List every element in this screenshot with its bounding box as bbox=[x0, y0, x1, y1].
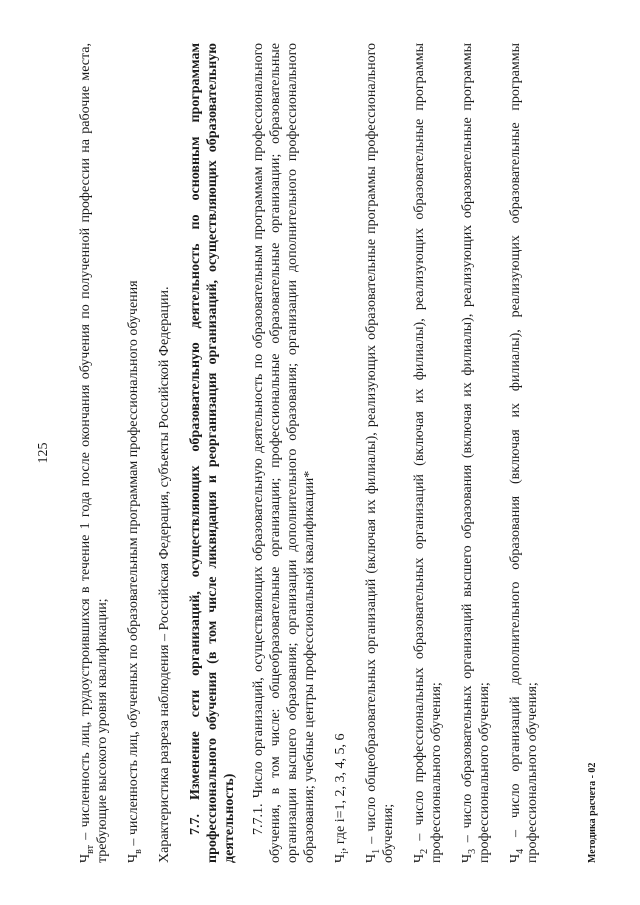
section-title: 7.7. Изменение сети организаций, осуществляющих образовательную деятельность по основным программам профессионального обучения (в том числе ликвидация и реорганизация организаций, осуществляющих образовательную деятельность) bbox=[188, 42, 237, 863]
variable-subscript: 2 bbox=[418, 848, 430, 854]
paragraph-text: – число образовательных организаций высшего образования (включая их филиалы), реализующих образовательные программы профессионального обучения; bbox=[460, 42, 492, 863]
rotated-document-page bbox=[35, 23, 605, 883]
paragraph-text: , где i=1, 2, 3, 4, 5, 6 bbox=[333, 732, 348, 851]
paragraph-text: – численность лиц, трудоустроившихся в течение 1 года после окончания обучения по полученной профессии на рабочие места, требующие высокого уровня квалификации; bbox=[78, 42, 110, 863]
paragraph-employed-definition bbox=[77, 43, 111, 863]
variable-symbol: Ч bbox=[364, 853, 379, 863]
page-number: 125 bbox=[36, 442, 51, 463]
variable-symbol: Ч bbox=[460, 853, 475, 863]
paragraph-definition-2 bbox=[411, 43, 445, 863]
paragraph-observation-section bbox=[156, 43, 173, 863]
paragraph-text: Характеристика разреза наблюдения – Российская Федерация, субъекты Российской Федерации. bbox=[157, 285, 172, 863]
variable-symbol: Ч bbox=[333, 853, 348, 863]
paragraph-indicator-description: 7.7.1. Число организаций, осуществляющих образовательную деятельность по образовательным программам профессионального обучения, в том числе: общеобразовательные организации; профессиональные образовательные организации; образовательные организации высшего образования; организации дополнительного образования; организации дополнительного профессионального образования; учебные центры профессиональной квалификации* bbox=[251, 42, 317, 863]
variable-subscript: вт bbox=[84, 844, 96, 854]
paragraph-text: – численность лиц, обученных по образовательным программам профессионального обучения bbox=[126, 279, 141, 849]
variable-subscript: 3 bbox=[466, 848, 478, 854]
paragraph-text: – число профессиональных образовательных организаций (включая их филиалы), реализующих образовательные программы профессионального обучения; bbox=[412, 42, 444, 863]
paragraph-definition-4 bbox=[507, 43, 541, 863]
variable-symbol: Ч bbox=[508, 853, 523, 863]
variable-subscript: i bbox=[339, 850, 351, 854]
footer-note: Методика расчета - 02 bbox=[587, 762, 598, 863]
paragraph-definition-1 bbox=[363, 43, 397, 863]
paragraph-definition-3 bbox=[459, 43, 493, 863]
variable-subscript: в bbox=[132, 848, 144, 854]
paragraph-text: – число общеобразовательных организаций (включая их филиалы), реализующих образовательные программы профессионального обучения; bbox=[364, 42, 396, 863]
variable-symbol: Ч bbox=[78, 853, 93, 863]
paragraph-trained-definition bbox=[125, 43, 142, 863]
paragraph-text: – число организаций дополнительного образования (включая их филиалы), реализующих образовательные программы профессионального обучения; bbox=[508, 42, 540, 863]
paragraph-formula-index bbox=[332, 43, 349, 863]
variable-symbol: Ч bbox=[412, 853, 427, 863]
variable-subscript: 4 bbox=[514, 848, 526, 854]
variable-symbol: Ч bbox=[126, 853, 141, 863]
variable-subscript: 1 bbox=[370, 848, 382, 854]
document-body bbox=[77, 43, 555, 863]
